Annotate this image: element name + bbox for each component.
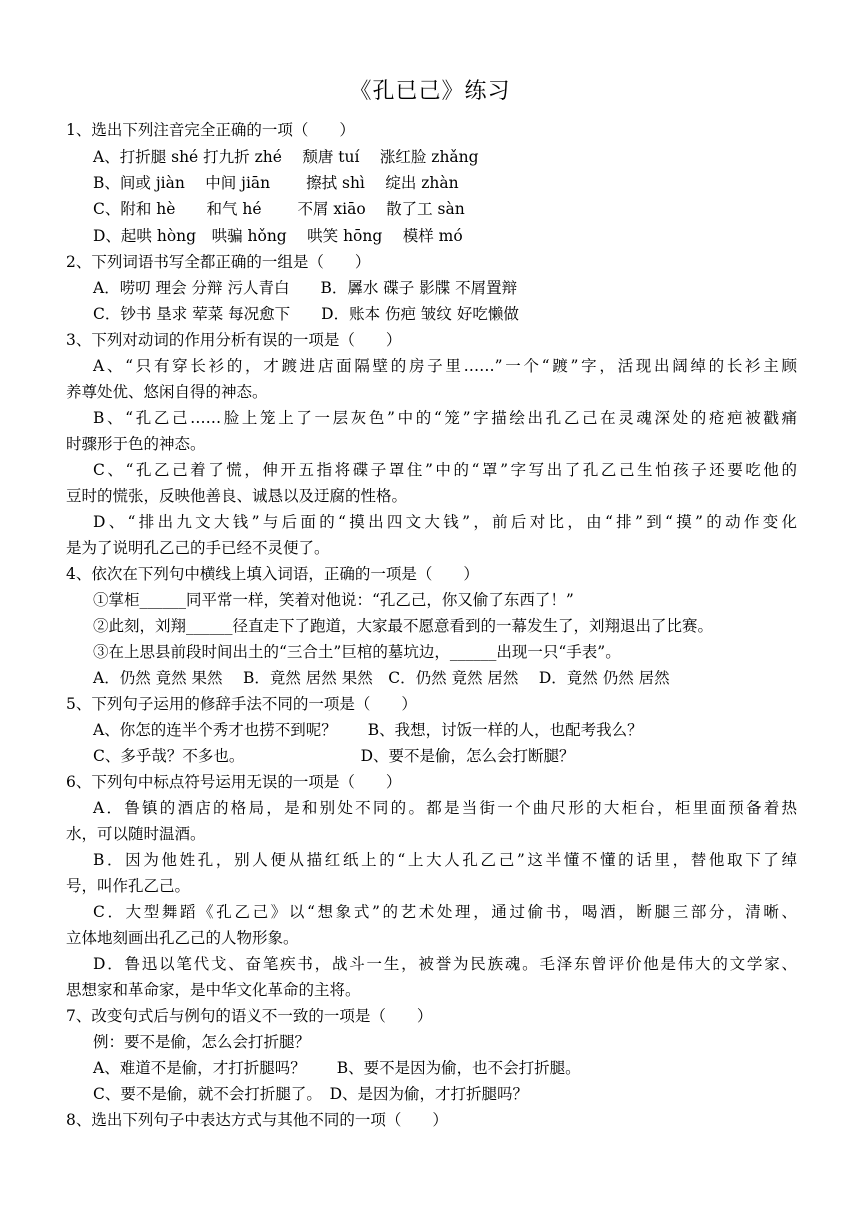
q5-options-cd: C、多乎哉？不多也。 D、要不是偷，怎么会打断腿？ <box>93 747 575 765</box>
q6-option-a-cont: 水，可以随时温酒。 <box>66 825 206 843</box>
question-2: 2、下列词语书写全都正确的一组是（ ） <box>66 253 371 271</box>
q6-option-d: D．鲁迅以笔代戈、奋笔疾书，战斗一生，被誉为民族魂。毛泽东曾评价他是伟大的文学家、 <box>93 955 797 973</box>
q3-option-a: A、“只有穿长衫的，才踱进店面隔壁的房子里……”一个“踱”字，活现出阔绰的长衫主顾 <box>93 357 797 375</box>
q3-option-b-cont: 时骤形于色的神态。 <box>66 435 206 453</box>
q7-example: 例：要不是偷，怎么会打折腿？ <box>93 1033 311 1051</box>
question-3: 3、下列对动词的作用分析有误的一项是（ ） <box>66 331 402 349</box>
q3-option-b: B、“孔乙己……脸上笼上了一层灰色”中的“笼”字描绘出孔乙己在灵魂深处的疮疤被戳痛 <box>93 409 797 427</box>
q4-sentence-2: ②此刻，刘翔______径直走下了跑道，大家最不愿意看到的一幕发生了，刘翔退出了比赛。 <box>93 617 714 635</box>
question-7: 7、改变句式后与例句的语义不一致的一项是（ ） <box>66 1007 433 1025</box>
q1-option-a: A、打折腿 shé 打九折 zhé 颓唐 tuí 涨红脸 zhǎng <box>93 148 479 166</box>
q4-options: A．仍然 竟然 果然 B．竟然 居然 果然 C．仍然 竟然 居然 D．竟然 仍然 居然 <box>93 669 670 687</box>
q3-option-d: D、“排出九文大钱”与后面的“摸出四文大钱”，前后对比，由“排”到“摸”的动作变化 <box>93 513 797 531</box>
q6-option-c-cont: 立体地刻画出孔乙己的人物形象。 <box>66 929 299 947</box>
q6-option-c: C．大型舞蹈《孔乙己》以“想象式”的艺术处理，通过偷书，喝酒，断腿三部分，清晰、 <box>93 903 797 921</box>
question-6: 6、下列句中标点符号运用无误的一项是（ ） <box>66 773 402 791</box>
q4-sentence-1: ①掌柜______同平常一样，笑着对他说：“孔乙己，你又偷了东西了！” <box>93 591 574 609</box>
q3-option-d-cont: 是为了说明孔乙己的手已经不灵便了。 <box>66 539 330 557</box>
q6-option-a: A．鲁镇的酒店的格局，是和别处不同的。都是当街一个曲尺形的大柜台，柜里面预备着热 <box>93 799 797 817</box>
q7-options-cd: C、要不是偷，就不会打折腿了。 D、是因为偷，才打折腿吗？ <box>93 1085 529 1103</box>
q4-sentence-3: ③在上思县前段时间出土的“三合土”巨棺的墓坑边，______出现一只“手表”。 <box>93 643 621 661</box>
q2-options-ab: A．唠叨 理会 分辩 污人青白 B．羼水 碟子 影牒 不屑置辩 <box>93 279 518 297</box>
q7-options-ab: A、难道不是偷，才打折腿吗？ B、要不是因为偷，也不会打折腿。 <box>93 1059 581 1077</box>
q3-option-c-cont: 豆时的慌张，反映他善良、诚恳以及迂腐的性格。 <box>66 487 408 505</box>
q3-option-c: C、“孔乙己着了慌，伸开五指将碟子罩住”中的“罩”字写出了孔乙己生怕孩子还要吃他的 <box>93 461 797 479</box>
q6-option-b: B．因为他姓孔，别人便从描红纸上的“上大人孔乙己”这半懂不懂的话里，替他取下了绰 <box>93 851 797 869</box>
q6-option-d-cont: 思想家和革命家，是中华文化革命的主将。 <box>66 981 361 999</box>
q1-option-b: B、间或 jiàn 中间 jiān 擦拭 shì 绽出 zhàn <box>93 174 459 192</box>
q1-option-c: C、附和 hè 和气 hé 不屑 xiāo 散了工 sàn <box>93 200 465 218</box>
question-8: 8、选出下列句子中表达方式与其他不同的一项（ ） <box>66 1111 448 1129</box>
question-1: 1、选出下列注音完全正确的一项（ ） <box>66 121 355 139</box>
question-4: 4、依次在下列句中横线上填入词语，正确的一项是（ ） <box>66 565 479 583</box>
q6-option-b-cont: 号，叫作孔乙己。 <box>66 877 191 895</box>
page-title: 《孔已己》练习 <box>349 79 511 104</box>
q3-option-a-cont: 养尊处优、悠闲自得的神态。 <box>66 383 268 401</box>
q1-option-d: D、起哄 hòng 哄骗 hǒng 哄笑 hōng 模样 mó <box>93 227 463 245</box>
q5-options-ab: A、你怎的连半个秀才也捞不到呢？ B、我想，讨饭一样的人，也配考我么？ <box>93 721 643 739</box>
q2-options-cd: C．钞书 垦求 荤菜 每况愈下 D．账本 伤疤 皱纹 好吃懒做 <box>93 305 519 323</box>
question-5: 5、下列句子运用的修辞手法不同的一项是（ ） <box>66 695 417 713</box>
